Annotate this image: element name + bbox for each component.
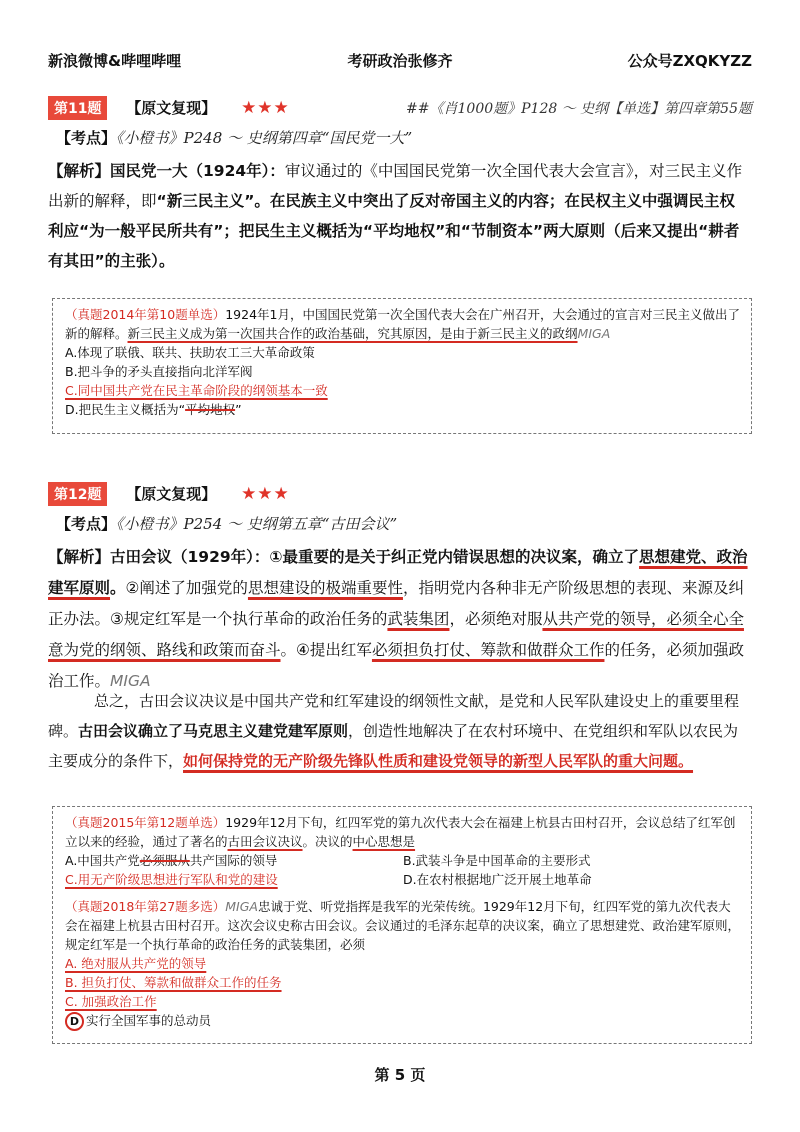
q12-jx-3u2: 从共产党的领导，必须全心全意为党的纲领、路线和政策而奋斗 xyxy=(48,610,744,659)
q12-jx-1u: 思想建党、政治建军原则 xyxy=(48,548,748,597)
q12-kaodian-text: 《小橙书》P254 ～ 史纲第五章“古田会议” xyxy=(116,515,398,533)
q12-box1-opt-a xyxy=(65,851,403,870)
header-left: 新浪微博&哔哩哔哩 xyxy=(48,52,182,70)
q11-opt-b: B.把斗争的矛头直接指向北洋军阀 xyxy=(65,364,253,379)
q12-box2-miga: MIGA xyxy=(225,899,258,914)
q11-box-stem-a: 1924年1月，中国国民党第一次全国代表大会在广州召开，大会通过的宣言对三民主义做出了新的解释。 xyxy=(65,307,740,341)
page-number: 第 5 页 xyxy=(374,1066,426,1084)
q11-opt-d-pre: D.把民生主义概括为“ xyxy=(65,402,186,417)
q12-box2-opt-c: C. 加强政治工作 xyxy=(65,994,157,1009)
q11-opt-d-post: ” xyxy=(235,402,242,417)
q11-opt-d xyxy=(65,400,741,419)
q12-jiexi xyxy=(48,542,748,697)
q11-jx-bold: “新三民主义”。在民族主义中突出了反对帝国主义的内容；在民权主义中强调民主权利应“为一般平民所共有”；把民生主义概括为“平均地权”和“节制资本”两大原则（后来又提出“耕者有其田”的主张）。 xyxy=(48,192,740,270)
q12-box2-opt-b: B. 担负打仗、筹款和做群众工作的任务 xyxy=(65,975,282,990)
q11-exam-box xyxy=(52,298,752,434)
q12-box2-label: （真题2018年第27题多选） xyxy=(65,899,226,914)
q12-box2-stem xyxy=(65,897,741,954)
q12-box1-stem-ul2: 中心思想是 xyxy=(352,834,416,849)
page-header xyxy=(48,50,752,72)
q12-box2-opt-a: A. 绝对服从共产党的领导 xyxy=(65,956,207,971)
q12-heading xyxy=(48,482,752,506)
q11-source: ##《肖1000题》P128 ～ 史纲【单选】第四章第55题 xyxy=(406,101,752,117)
q12-jx-4e: 的任务，必须加强政治工作。 xyxy=(48,641,744,690)
q11-jiexi xyxy=(48,156,748,276)
q12-jx-2u: 思想建设的极端重要性 xyxy=(247,579,403,597)
q12-summary-plain2: ，创造性地解决了在农村环境中、在党组织和军队以农民为主要成分的条件下， xyxy=(48,722,739,770)
q12-box2-opt-d xyxy=(65,1011,741,1031)
q12-jx-4: ④提出红军 xyxy=(296,641,372,659)
q12-box1-opt-d: D.在农村根据地广泛开展土地革命 xyxy=(403,872,592,887)
q12-box1-opt-a-pre: A.中国共产党 xyxy=(65,853,140,868)
q12-jx-4u: 必须担负打仗、筹款和做群众工作 xyxy=(371,641,605,659)
q11-stars: ★★★ xyxy=(241,98,290,118)
q12-box1-stem-b: 。决议的 xyxy=(302,834,353,849)
header-center: 考研政治张修齐 xyxy=(347,52,453,70)
q11-opt-d-strike: 平均地权 xyxy=(185,402,236,417)
q11-box-stem xyxy=(65,305,741,343)
q11-box-label: （真题2014年第10题单选） xyxy=(65,307,226,322)
q12-box1-row1 xyxy=(65,851,741,870)
q12-exam-box xyxy=(52,806,752,1044)
q12-box1-label: （真题2015年第12题单选） xyxy=(65,815,226,830)
q12-box1-stem-ul: 古田会议决议 xyxy=(227,834,303,849)
q11-badge: 第11题 xyxy=(48,96,107,120)
q11-box-miga: MIGA xyxy=(577,326,611,341)
q11-kaodian-label: 【考点】 xyxy=(56,129,117,147)
q12-stars: ★★★ xyxy=(241,484,290,504)
q12-tag: 【原文复现】 xyxy=(126,485,217,503)
q12-jx-2: ②阐述了加强党的 xyxy=(125,579,248,597)
q11-opt-a: A.体现了联俄、联共、扶助农工三大革命政策 xyxy=(65,345,315,360)
q12-summary xyxy=(48,686,752,776)
q12-box1-opt-a-strike: 必须服从 xyxy=(139,853,190,868)
q12-jx-3: ③规定红军是一个执行革命的政治任务的 xyxy=(110,610,388,628)
q12-kaodian-label: 【考点】 xyxy=(56,515,117,533)
q11-jx-plain: 审议通过的《中国国民党第一次全国代表大会宣言》，对三民主义作出新的解释，即 xyxy=(48,162,743,210)
q12-box2-opt-d-circle: D xyxy=(65,1012,84,1031)
q12-kaodian xyxy=(56,513,752,534)
q11-tag: 【原文复现】 xyxy=(126,99,217,117)
q12-jx-3u: 武装集团 xyxy=(387,610,450,628)
q12-summary-bold: 古田会议确立了马克思主义建党建军原则 xyxy=(78,722,349,740)
q12-box1-stem-a: 1929年12月下旬，红四军党的第九次代表大会在福建上杭县古田村召开，会议总结了红军创立以来的经验，通过了著名的 xyxy=(65,815,736,849)
q11-heading xyxy=(48,96,752,120)
q12-box1-opt-c: C.用无产阶级思想进行军队和党的建设 xyxy=(65,872,278,887)
q12-box2-stem-text: 忠诚于党、听党指挥是我军的光荣传统。1929年12月下旬，红四军党的第九次代表大会在福建上杭县古田村召开。这次会议史称古田会议。会议通过的毛泽东起草的决议案，确立了思想建党、政治建军原则，规定红军是一个执行革命的政治任务的武装集团，必须 xyxy=(65,899,741,952)
q12-summary-red: 如何保持党的无产阶级先锋队性质和建设党领导的新型人民军队的重大问题。 xyxy=(183,752,694,770)
q12-box1-opt-a-post: 共产国际的领导 xyxy=(189,853,278,868)
q12-jx-1e: 。 xyxy=(110,579,126,597)
q12-box2-opt-d-text: 实行全国军事的总动员 xyxy=(86,1013,212,1028)
q12-jx-3e: 。 xyxy=(280,641,297,659)
q12-jx-1: ①最重要的是关于纠正党内错误思想的决议案，确立了 xyxy=(269,548,640,566)
q12-jx-label: 【解析】古田会议（1929年）： xyxy=(48,548,270,566)
q12-badge: 第12题 xyxy=(48,482,107,506)
q12-miga: MIGA xyxy=(110,672,151,690)
q12-box1-opt-b: B.武装斗争是中国革命的主要形式 xyxy=(403,853,591,868)
q11-kaodian-text: 《小橙书》P248 ～ 史纲第四章“国民党一大” xyxy=(116,129,413,147)
q12-box1-stem xyxy=(65,813,741,851)
q12-summary-plain: 总之，古田会议决议是中国共产党和红军建设的纲领性文献，是党和人民军队建设史上的重要里程碑。 xyxy=(48,692,740,740)
q11-jx-label: 【解析】国民党一大（1924年）： xyxy=(48,162,285,180)
q11-kaodian xyxy=(56,127,752,148)
q12-jx-2e: ，指明党内各种非无产阶级思想的表现、来源及纠正办法。 xyxy=(48,579,744,628)
q12-jx-3m: ，必须绝对服 xyxy=(449,610,543,628)
q12-box1-row2 xyxy=(65,870,741,889)
header-right: 公众号ZXQKYZZ xyxy=(627,52,752,70)
q11-box-stem-underlined: 新三民主义成为第一次国共合作的政治基础，究其原因，是由于新三民主义的政纲 xyxy=(127,326,578,341)
q11-opt-c: C.同中国共产党在民主革命阶段的纲领基本一致 xyxy=(65,383,328,398)
